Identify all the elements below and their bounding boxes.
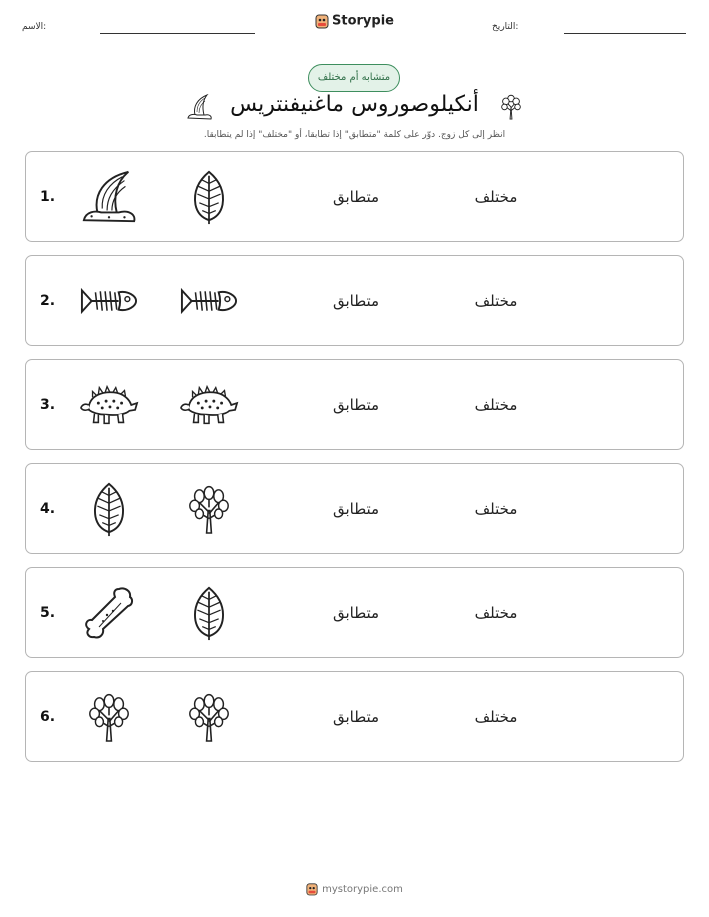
- fish-bone-icon: [179, 271, 239, 331]
- question-row: [25, 255, 684, 346]
- storypie-logo-icon: [315, 13, 329, 29]
- leaf-icon: [79, 479, 139, 539]
- tree-icon: [179, 687, 239, 747]
- question-number: 5.: [40, 604, 56, 621]
- fish-bone-icon: [79, 271, 139, 331]
- name-label: الاسم:: [22, 22, 47, 32]
- instructions: انظر إلى كل زوج. دوّر على كلمة "متطابق" إذا تطابقا، أو "مختلف" إذا لم يتطابقا.: [203, 130, 506, 140]
- question-number: 3.: [40, 396, 56, 413]
- question-number: 6.: [40, 708, 56, 725]
- question-number: 4.: [40, 500, 56, 517]
- tree-icon: [497, 90, 525, 122]
- different-option[interactable]: مختلف: [474, 499, 518, 518]
- different-option[interactable]: مختلف: [474, 187, 518, 206]
- different-option[interactable]: مختلف: [474, 707, 518, 726]
- worksheet-type-badge: متشابه أم مختلف: [308, 64, 400, 92]
- same-option[interactable]: متطابق: [332, 187, 380, 206]
- footer-url: mystorypie.com: [322, 884, 403, 895]
- ankylosaurus-icon: [179, 375, 239, 435]
- same-option[interactable]: متطابق: [332, 395, 380, 414]
- same-option[interactable]: متطابق: [332, 499, 380, 518]
- page-title: أنكيلوصوروس ماغنيفنتريس: [230, 92, 479, 117]
- different-option[interactable]: مختلف: [474, 291, 518, 310]
- date-field-line[interactable]: [564, 33, 686, 34]
- brand: [0, 13, 709, 29]
- name-field-line[interactable]: [100, 33, 255, 34]
- horn-fossil-icon: [79, 167, 139, 227]
- brand-name: Storypie: [332, 13, 394, 29]
- question-row: [25, 463, 684, 554]
- question-row: [25, 567, 684, 658]
- question-row: [25, 151, 684, 242]
- leaf-icon: [179, 167, 239, 227]
- ankylosaurus-icon: [79, 375, 139, 435]
- question-row: [25, 359, 684, 450]
- same-option[interactable]: متطابق: [332, 603, 380, 622]
- leaf-icon: [179, 583, 239, 643]
- footer: [0, 882, 709, 896]
- different-option[interactable]: مختلف: [474, 603, 518, 622]
- date-label: التاريخ:: [492, 22, 519, 32]
- question-number: 1.: [40, 188, 56, 205]
- storypie-logo-icon: [306, 882, 318, 896]
- different-option[interactable]: مختلف: [474, 395, 518, 414]
- same-option[interactable]: متطابق: [332, 707, 380, 726]
- question-number: 2.: [40, 292, 56, 309]
- tree-icon: [179, 479, 239, 539]
- question-row: [25, 671, 684, 762]
- bone-icon: [79, 583, 139, 643]
- same-option[interactable]: متطابق: [332, 291, 380, 310]
- tree-icon: [79, 687, 139, 747]
